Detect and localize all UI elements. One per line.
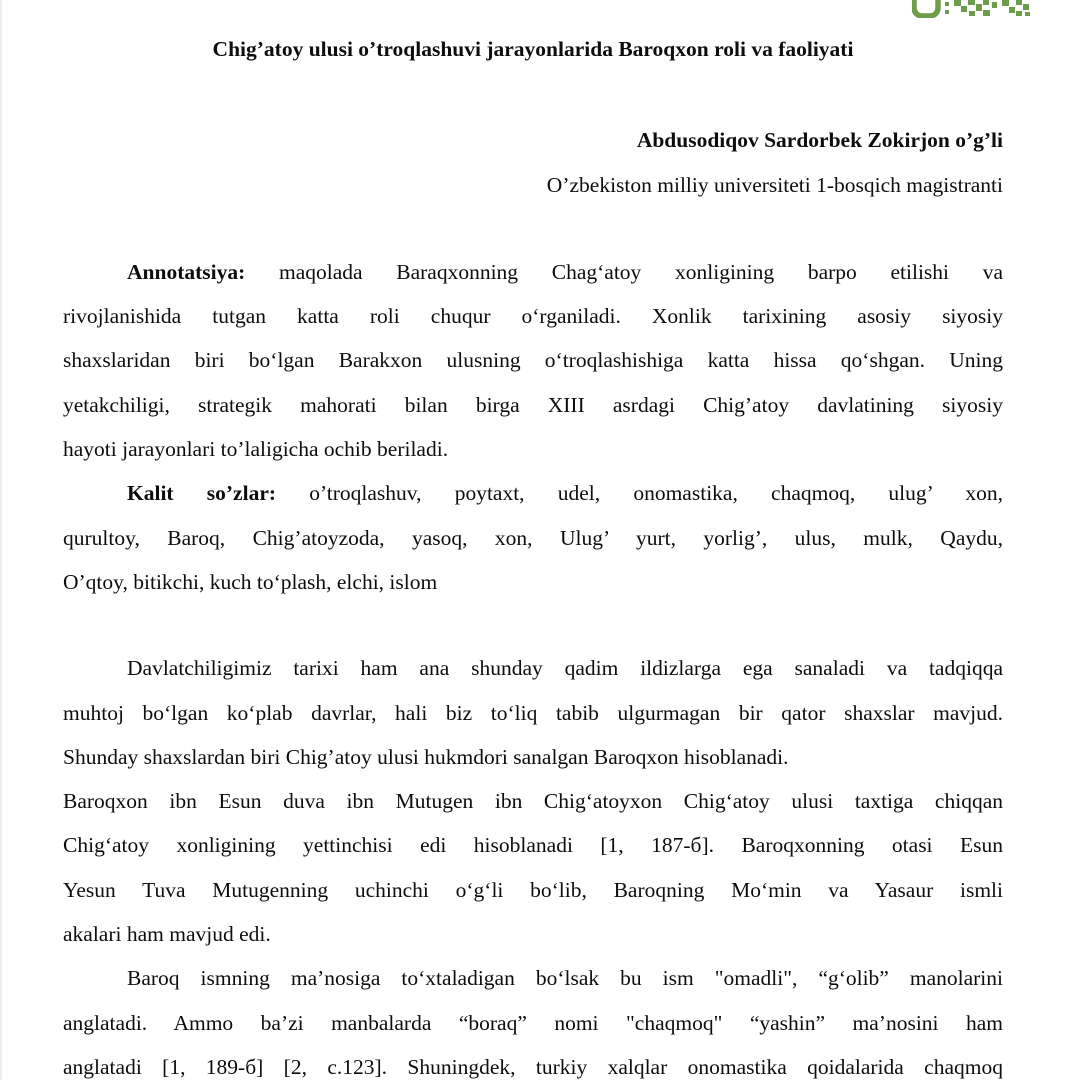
body-line: Baroq ismning ma’nosiga to‘xtaladigan bo‘lsak bu ism "omadli", “g‘olib” manolarini (127, 966, 1003, 991)
abstract-line: shaxslaridan biri bo‘lgan Barakxon ulusning o‘troqlashishiga katta hissa qo‘shgan. Uning (63, 348, 1003, 373)
keywords-line (63, 471, 1003, 515)
keywords-label: Kalit so’zlar: (127, 481, 277, 506)
abstract-line: hayoti jarayonlari to’laligicha ochib beriladi. (63, 437, 449, 462)
abstract-label: Annotatsiya: (127, 259, 246, 284)
abstract-text: maqolada Baraqxonning Chag‘atoy xonligining barpo etilishi va (278, 259, 1003, 284)
body-line: Yesun Tuva Mutugenning uchinchi o‘g‘li bo‘lib, Baroqning Mo‘min va Yasaur ismli (63, 877, 1003, 902)
abstract-line: rivojlanishida tutgan katta roli chuqur o‘rganiladi. Xonlik tarixining asosiy siyosiy (63, 304, 1003, 329)
body-line: Shunday shaxslardan biri Chig’atoy ulusi hukmdori sanalgan Baroqxon hisoblanadi. (63, 744, 789, 769)
body-line: Chig‘atoy xonligining yettinchisi edi hisoblanadi [1, 187-б]. Baroqxonning otasi Esun (63, 833, 1003, 858)
keywords-line: O’qtoy, bitikchi, kuch to‘plash, elchi, islom (63, 569, 438, 594)
keywords-text: o’troqlashuv, poytaxt, udel, onomastika, chaqmoq, ulug’ xon, (309, 481, 1003, 506)
author-affiliation: O’zbekiston milliy universiteti 1-bosqich magistranti (546, 172, 1003, 197)
body-line: muhtoj bo‘lgan ko‘plab davrlar, hali biz to‘liq tabib ulgurmagan bir qator shaxslar mavjud. (63, 700, 1003, 725)
body-line: anglatadi. Ammo ba’zi manbalarda “boraq” nomi "chaqmoq" “yashin” ma’nosini ham (63, 1010, 1003, 1035)
body-line: akalari ham mavjud edi. (63, 922, 271, 947)
body-line: Baroqxon ibn Esun duva ibn Mutugen ibn Chig‘atoyxon Chig‘atoy ulusi taxtiga chiqqan (63, 789, 1003, 814)
page-title: Chig’atoy ulusi o’troqlashuvi jarayonlarida Baroqxon roli va faoliyati (212, 37, 854, 61)
abstract-line (63, 250, 1003, 294)
body-line: Davlatchiligimiz tarixi ham ana shunday qadim ildizlarga ega sanaladi va tadqiqqa (127, 656, 1003, 681)
author-name: Abdusodiqov Sardorbek Zokirjon o’g’li (636, 128, 1003, 153)
abstract-line: yetakchiligi, strategik mahorati bilan birga XIII asrdagi Chig’atoy davlatining siyosiy (63, 392, 1003, 417)
keywords-line: qurultoy, Baroq, Chig’atoyzoda, yasoq, xon, Ulug’ yurt, yorlig’, ulus, mulk, Qaydu, (63, 525, 1003, 550)
body-line: anglatadi [1, 189-б] [2, c.123]. Shuningdek, turkiy xalqlar onomastika qoidalarida chaqmoq (63, 1054, 1003, 1079)
